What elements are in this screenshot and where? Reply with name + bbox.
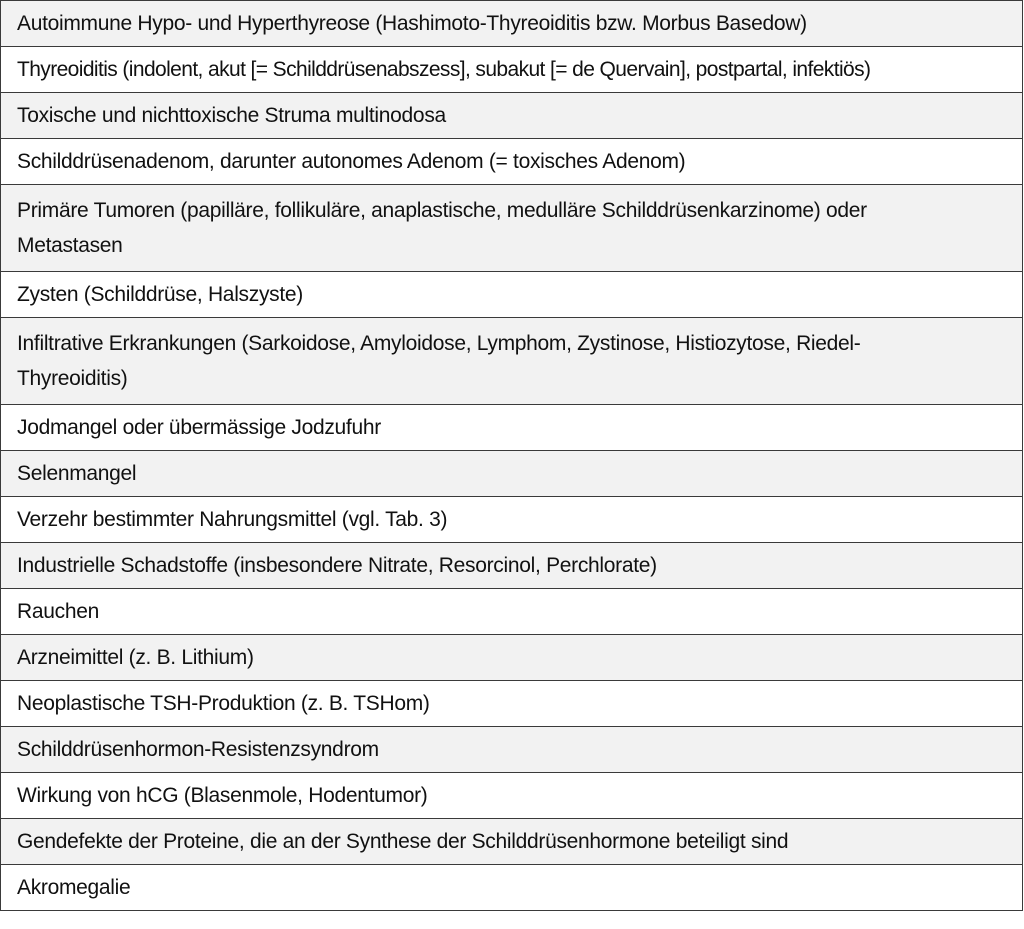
table-cell: Rauchen bbox=[1, 589, 1023, 635]
table-row bbox=[1, 543, 1023, 589]
table-row bbox=[1, 589, 1023, 635]
table-cell: Gendefekte der Proteine, die an der Synthese der Schilddrüsenhormone beteiligt sind bbox=[1, 819, 1023, 865]
table-cell: Wirkung von hCG (Blasenmole, Hodentumor) bbox=[1, 773, 1023, 819]
table-row bbox=[1, 272, 1023, 318]
table-cell: Jodmangel oder übermässige Jodzufuhr bbox=[1, 405, 1023, 451]
table-cell: Infiltrative Erkrankungen (Sarkoidose, Amyloidose, Lymphom, Zystinose, Histiozytose, Riedel-Thyreoiditis) bbox=[1, 318, 1023, 405]
table-row bbox=[1, 451, 1023, 497]
table-cell: Neoplastische TSH-Produktion (z. B. TSHom) bbox=[1, 681, 1023, 727]
table-cell: Verzehr bestimmter Nahrungsmittel (vgl. Tab. 3) bbox=[1, 497, 1023, 543]
table-row bbox=[1, 185, 1023, 272]
table-cell: Thyreoiditis (indolent, akut [= Schilddrüsenabszess], subakut [= de Quervain], postpartal, infektiös) bbox=[1, 47, 1023, 93]
table-row bbox=[1, 865, 1023, 911]
table-cell: Primäre Tumoren (papilläre, follikuläre, anaplastische, medulläre Schilddrüsenkarzinome) oder Metastasen bbox=[1, 185, 1023, 272]
table-row bbox=[1, 405, 1023, 451]
table-row bbox=[1, 318, 1023, 405]
table-row bbox=[1, 497, 1023, 543]
table-row bbox=[1, 139, 1023, 185]
table-cell: Selenmangel bbox=[1, 451, 1023, 497]
table-row bbox=[1, 1, 1023, 47]
table-cell: Industrielle Schadstoffe (insbesondere Nitrate, Resorcinol, Perchlorate) bbox=[1, 543, 1023, 589]
table-row bbox=[1, 727, 1023, 773]
table-cell: Akromegalie bbox=[1, 865, 1023, 911]
table-row bbox=[1, 47, 1023, 93]
table-row bbox=[1, 773, 1023, 819]
table-cell: Schilddrüsenhormon-Resistenzsyndrom bbox=[1, 727, 1023, 773]
table-cell: Zysten (Schilddrüse, Halszyste) bbox=[1, 272, 1023, 318]
table-row bbox=[1, 681, 1023, 727]
table-row bbox=[1, 635, 1023, 681]
table-cell: Autoimmune Hypo- und Hyperthyreose (Hashimoto-Thyreoiditis bzw. Morbus Basedow) bbox=[1, 1, 1023, 47]
table-row bbox=[1, 819, 1023, 865]
table-cell: Schilddrüsenadenom, darunter autonomes Adenom (= toxisches Adenom) bbox=[1, 139, 1023, 185]
table-cell: Toxische und nichttoxische Struma multinodosa bbox=[1, 93, 1023, 139]
table-row bbox=[1, 93, 1023, 139]
table-cell: Arzneimittel (z. B. Lithium) bbox=[1, 635, 1023, 681]
